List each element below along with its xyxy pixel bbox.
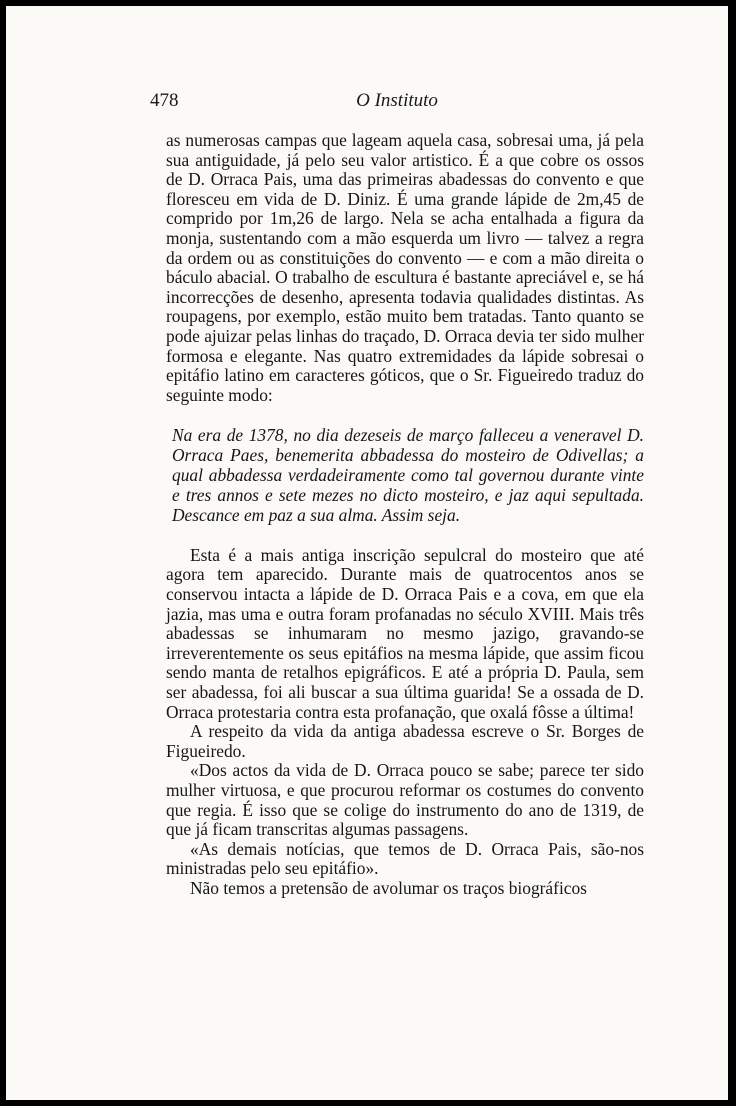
paragraph-borges-intro: A respeito da vida da antiga abadessa escreve o Sr. Borges de Figueiredo. — [166, 721, 644, 761]
page-header — [150, 90, 644, 118]
paragraph-inscription-history: Esta é a mais antiga inscrição sepulcral do mosteiro que até agora tem aparecido. Durante mais de quatrocentos anos se conservou intacta a lápide de D. Orraca Pais e a cova, em que ela jazia, mas uma e outra foram profanadas no século XVIII. Mais três abadessas se inhumaram no mesmo jazigo, gravando-se irreverentemente os seus epitáfios na mesma lápide, que assim ficou sendo manta de retalhos epigráficos. E até a própria D. Paula, sem ser abadessa, foi ali buscar a sua última guarida! Se a ossada de D. Orraca protestaria contra esta profanação, que oxalá fôsse a última! — [166, 544, 644, 722]
paragraph-lapide-description: as numerosas campas que lageam aquela casa, sobresai uma, já pela sua antiguidade, já pelo seu valor artistico. É a que cobre os ossos de D. Orraca Pais, uma das primeiras abadessas do convento e que floresceu em vida de D. Diniz. É uma grande lápide de 2m,45 de comprido por 1m,26 de largo. Nela se acha entalhada a figura da monja, sustentando com a mão esquerda um livro — talvez a regra da ordem ou as constituições do convento — e com a mão direita o báculo abacial. O trabalho de escultura é bastante apreciável e, se há incorrecções de desenho, apresenta todavia qualidades distintas. As roupagens, por exemplo, estão muito bem tratadas. Tanto quanto se pode ajuizar pelas linhas do traçado, D. Orraca devia ter sido mulher formosa e elegante. Nas quatro extremidades da lápide sobresai o epitáfio latino em caracteres góticos, que o Sr. Figueiredo traduz do seguinte modo: — [166, 130, 644, 405]
paragraph-closing: Não temos a pretensão de avolumar os traços biográficos — [190, 877, 587, 898]
page-number: 478 — [150, 90, 179, 111]
paragraph-quote-life: «Dos actos da vida de D. Orraca pouco se sabe; parece ter sido mulher virtuosa, e que procurou reformar os costumes do convento que regia. É isso que se colige do instrumento do ano de 1319, de que já ficam transcritas algumas passagens. — [166, 760, 644, 840]
running-title: O Instituto — [356, 90, 438, 111]
page-body — [166, 131, 644, 899]
epitaph-translation: Na era de 1378, no dia dezeseis de março falleceu a veneravel D. Orraca Paes, benemerita abbadessa do mosteiro de Odivellas; a qual abbadessa verdadeiramente como tal governou durante vinte e tres annos e sete mezes no dicto mosteiro, e jaz aqui sepultada. Descance em paz a sua alma. Assim seja. — [172, 425, 644, 525]
paragraph-quote-notices: «As demais notícias, que temos de D. Orraca Pais, são-nos ministradas pelo seu epitáfio». — [166, 838, 644, 879]
book-page — [6, 6, 728, 1100]
